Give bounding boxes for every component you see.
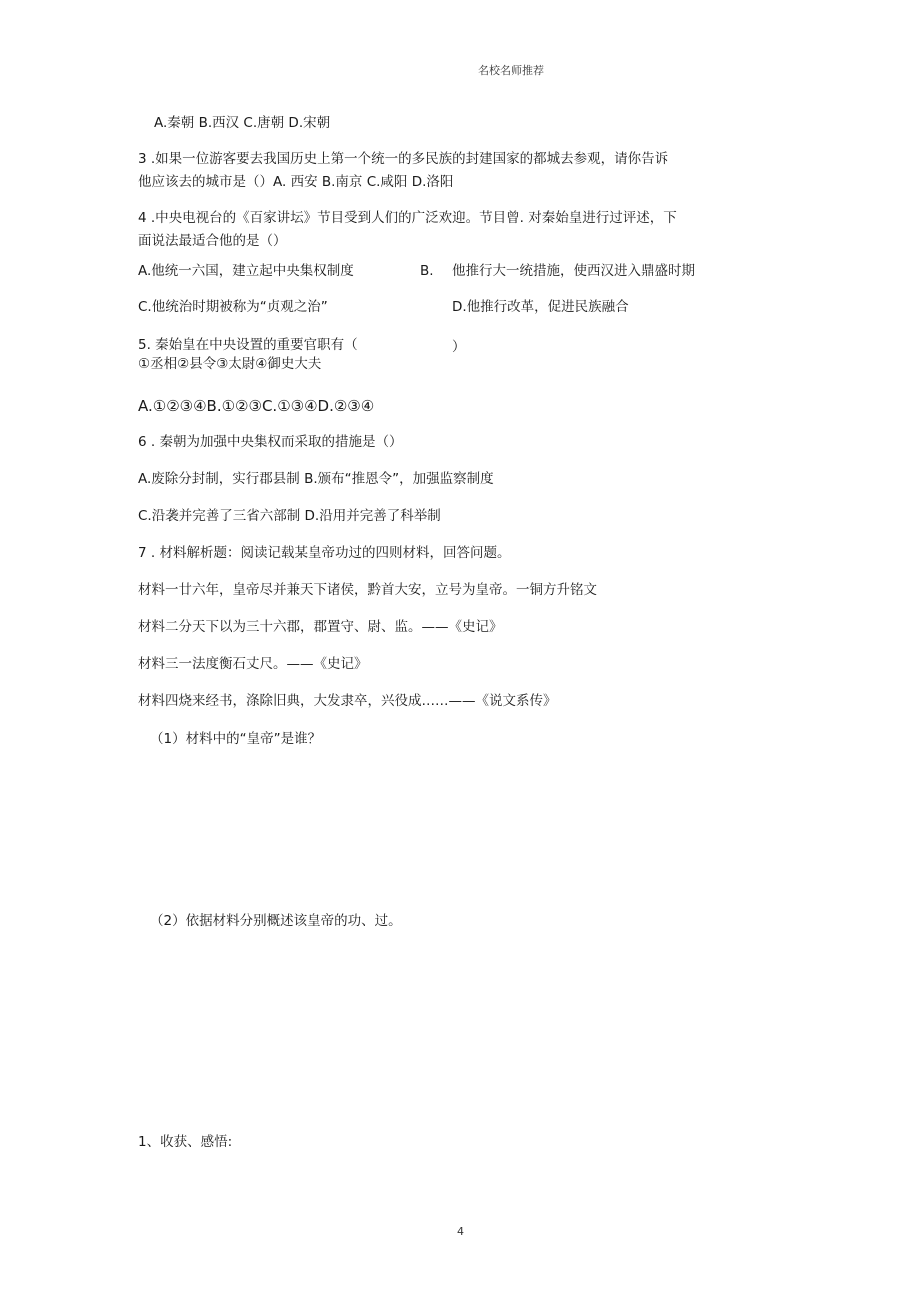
q5-close: ）: [452, 339, 466, 355]
page-header: 名校名师推荐: [478, 64, 544, 77]
q4-option-b: 他推行大一统措施，使西汉进入鼎盛时期: [452, 263, 695, 279]
material-3: 材料三一法度衡石丈尺。——《史记》: [138, 656, 368, 672]
q4-option-c: C.他统治时期被称为“贞观之治”: [138, 299, 328, 315]
reflection-heading: 1、收获、感悟:: [138, 1134, 233, 1150]
material-4: 材料四烧来经书，涤除旧典，大发隶卒，兴役成……——《说文系传》: [138, 693, 557, 709]
q4-option-b-label: B.: [420, 263, 434, 279]
q4-line1: 4 .中央电视台的《百家讲坛》节目受到人们的广泛欢迎。节目曾. 对秦始皇进行过评述，下: [138, 210, 677, 226]
q3-line2: 他应该去的城市是（）A. 西安 B.南京 C.咸阳 D.洛阳: [138, 174, 454, 190]
q5-line1: 5. 秦始皇在中央设置的重要官职有（: [138, 337, 358, 353]
material-2: 材料二分天下以为三十六郡，郡置守、尉、监。——《史记》: [138, 619, 503, 635]
q3-line1: 3 .如果一位游客要去我国历史上第一个统一的多民族的封建国家的都城去参观，请你告诉: [138, 151, 669, 167]
q5-line2: ①丞相②县令③太尉④御史大夫: [138, 356, 322, 372]
material-1: 材料一廿六年，皇帝尽并兼天下诸侯，黔首大安，立号为皇帝。一铜方升铭文: [138, 582, 597, 598]
q6-options-cd: C.沿袭并完善了三省六部制 D.沿用并完善了科举制: [138, 508, 441, 524]
q4-line2: 面说法最适合他的是（）: [138, 233, 287, 249]
page-number: 4: [457, 1225, 464, 1238]
sub-question-2: （2）依据材料分别概述该皇帝的功、过。: [150, 913, 402, 929]
sub-question-1: （1）材料中的“皇帝”是谁？: [150, 731, 322, 747]
q4-option-d: D.他推行改革，促进民族融合: [452, 299, 629, 315]
q5-options: A.①②③④B.①②③C.①③④D.②③④: [138, 397, 375, 415]
q6-options-ab: A.废除分封制，实行郡县制 B.颁布“推恩令”，加强监察制度: [138, 471, 494, 487]
q6-stem: 6 . 秦朝为加强中央集权而采取的措施是（）: [138, 434, 403, 450]
q2-options: A.秦朝 B.西汉 C.唐朝 D.宋朝: [154, 115, 331, 131]
q4-option-a: A.他统一六国，建立起中央集权制度: [138, 263, 354, 279]
q7-stem: 7 . 材料解析题：阅读记载某皇帝功过的四则材料，回答问题。: [138, 545, 511, 561]
